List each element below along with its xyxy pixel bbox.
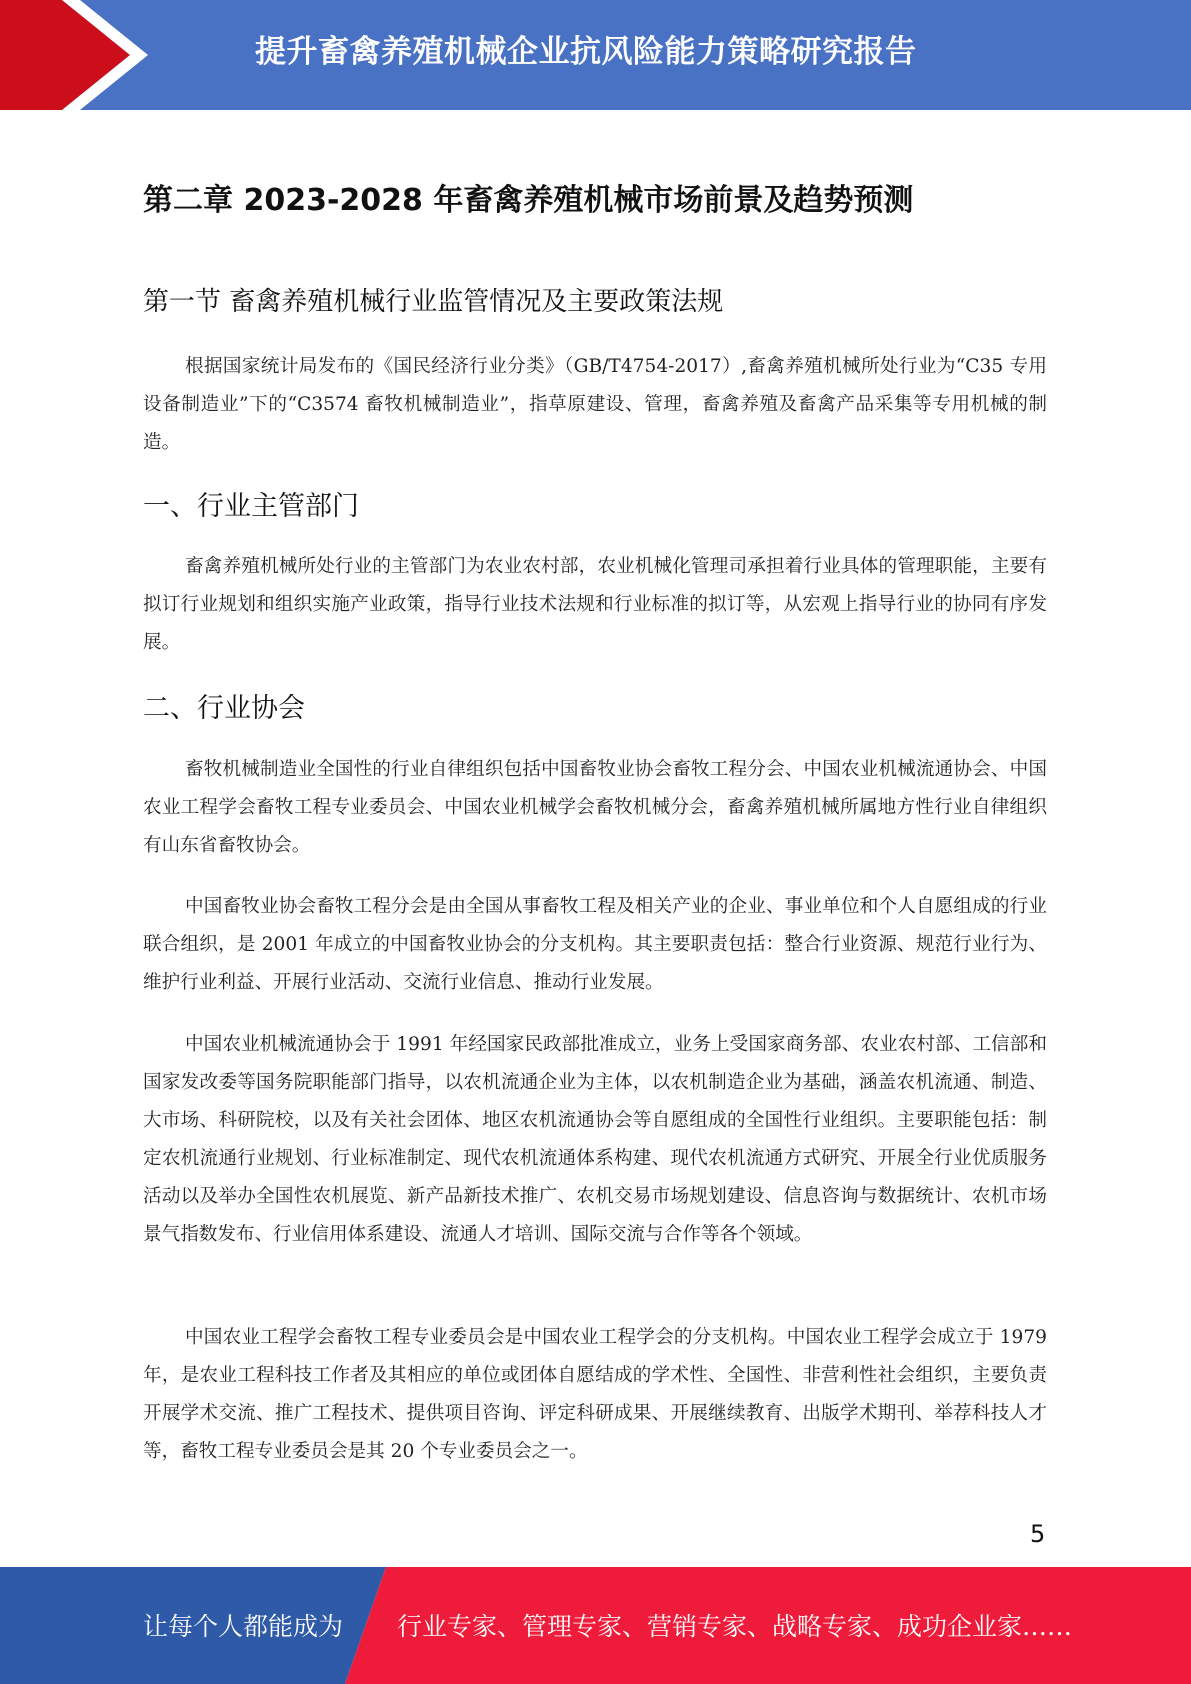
assoc-paragraph-2: 中国畜牧业协会畜牧工程分会是由全国从事畜牧工程及相关产业的企业、事业单位和个人自愿组成的行业联合组织，是 2001 年成立的中国畜牧业协会的分支机构。其主要职责包括：整合行业资源、规范行业行为、维护行业利益、开展行业活动、交流行业信息、推动行业发展。 bbox=[143, 896, 1047, 993]
subheading-assoc: 二、行业协会 bbox=[143, 693, 305, 724]
header-banner bbox=[0, 0, 1191, 110]
chapter-title: 第二章 2023-2028 年畜禽养殖机械市场前景及趋势预测 bbox=[143, 183, 914, 218]
assoc-paragraph-1: 畜牧机械制造业全国性的行业自律组织包括中国畜牧业协会畜牧工程分会、中国农业机械流通协会、中国农业工程学会畜牧工程专业委员会、中国农业机械学会畜牧机械分会，畜禽养殖机械所属地方性行业自律组织有山东省畜牧协会。 bbox=[143, 759, 1047, 856]
subheading-dept: 一、行业主管部门 bbox=[143, 491, 359, 522]
assoc-paragraph-3: 中国农业机械流通协会于 1991 年经国家民政部批准成立，业务上受国家商务部、农业农村部、工信部和国家发改委等国务院职能部门指导，以农机流通企业为主体，以农机制造企业为基础，涵盖农机流通、制造、大市场、科研院校，以及有关社会团体、地区农机流通协会等自愿组成的全国性行业组织。主要职能包括：制定农机流通行业规划、行业标准制定、现代农机流通体系构建、现代农机流通方式研究、开展全行业优质服务活动以及举办全国性农机展览、新产品新技术推广、农机交易市场规划建设、信息咨询与数据统计、农机市场景气指数发布、行业信用体系建设、流通人才培训、国际交流与合作等各个领域。 bbox=[143, 1034, 1047, 1245]
page-number: 5 bbox=[1030, 1520, 1046, 1548]
footer-banner bbox=[0, 1567, 1191, 1684]
section-title: 第一节 畜禽养殖机械行业监管情况及主要政策法规 bbox=[143, 287, 724, 317]
report-title: 提升畜禽养殖机械企业抗风险能力策略研究报告 bbox=[255, 34, 917, 70]
dept-paragraph: 畜禽养殖机械所处行业的主管部门为农业农村部，农业机械化管理司承担着行业具体的管理职能，主要有拟订行业规划和组织实施产业政策，指导行业技术法规和行业标准的拟订等，从宏观上指导行业的协同有序发展。 bbox=[143, 556, 1047, 653]
footer-slogan-right: 行业专家、管理专家、营销专家、战略专家、成功企业家…… bbox=[397, 1612, 1073, 1641]
intro-paragraph: 根据国家统计局发布的《国民经济行业分类》（GB/T4754-2017）,畜禽养殖机械所处行业为“C35 专用设备制造业”下的“C3574 畜牧机械制造业”，指草原建设、管理，畜禽养殖及畜禽产品采集等专用机械的制造。 bbox=[143, 356, 1047, 453]
assoc-paragraph-4: 中国农业工程学会畜牧工程专业委员会是中国农业工程学会的分支机构。中国农业工程学会成立于 1979 年，是农业工程科技工作者及其相应的单位或团体自愿结成的学术性、全国性、非营利性社会组织，主要负责开展学术交流、推广工程技术、提供项目咨询、评定科研成果、开展继续教育、出版学术期刊、举荐科技人才等，畜牧工程专业委员会是其 20 个专业委员会之一。 bbox=[143, 1327, 1047, 1462]
footer-slogan-left: 让每个人都能成为 bbox=[143, 1612, 344, 1641]
